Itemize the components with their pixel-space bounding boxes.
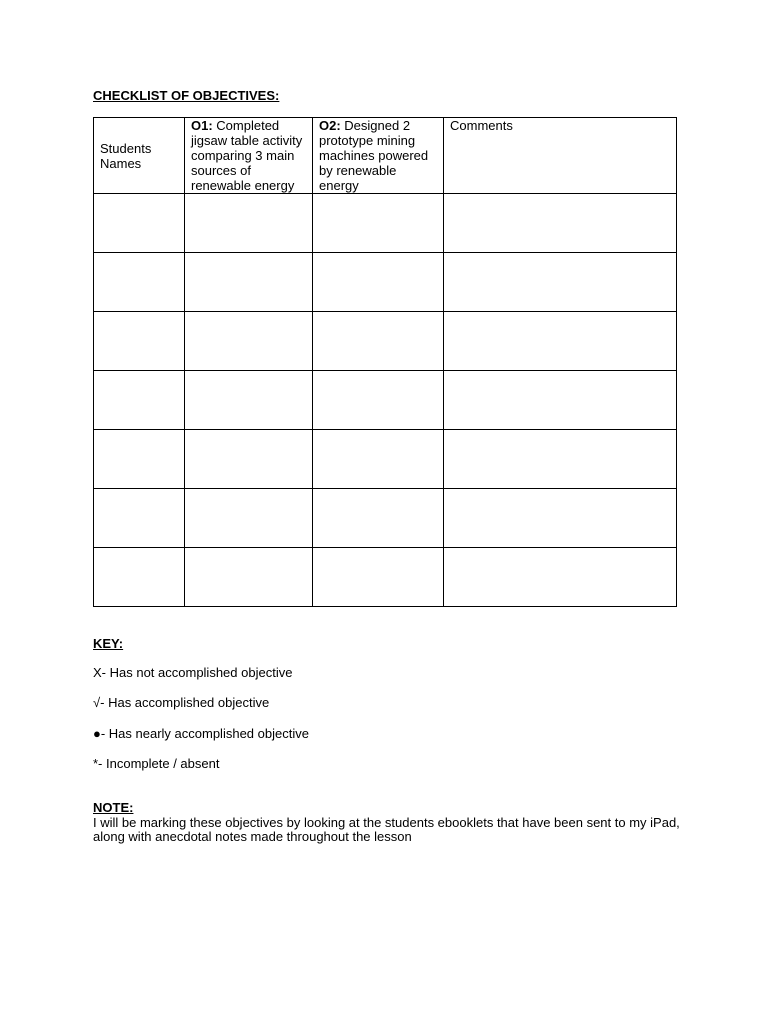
objective-2-cell[interactable] bbox=[313, 194, 444, 253]
objective-1-cell[interactable] bbox=[185, 548, 313, 607]
checklist-heading: CHECKLIST OF OBJECTIVES: bbox=[93, 88, 280, 103]
objective-1-code: O1: bbox=[191, 118, 213, 133]
note-text: I will be marking these objectives by looking at the students ebooklets that have been sent to my iPad, along with anecdotal notes made throughout the lesson bbox=[93, 815, 680, 844]
objective-1-cell[interactable] bbox=[185, 489, 313, 548]
objective-2-cell[interactable] bbox=[313, 312, 444, 371]
table-row bbox=[94, 312, 677, 371]
comments-cell[interactable] bbox=[444, 312, 677, 371]
objective-2-cell[interactable] bbox=[313, 548, 444, 607]
comments-cell[interactable] bbox=[444, 489, 677, 548]
comments-cell[interactable] bbox=[444, 253, 677, 312]
student-name-cell[interactable] bbox=[94, 312, 185, 371]
comments-cell[interactable] bbox=[444, 548, 677, 607]
objective-1-cell[interactable] bbox=[185, 194, 313, 253]
table-row bbox=[94, 489, 677, 548]
table-row bbox=[94, 253, 677, 312]
objective-2-cell[interactable] bbox=[313, 253, 444, 312]
comments-cell[interactable] bbox=[444, 371, 677, 430]
key-item-incomplete-absent: *- Incomplete / absent bbox=[93, 756, 220, 771]
comments-cell[interactable] bbox=[444, 430, 677, 489]
objective-2-cell[interactable] bbox=[313, 371, 444, 430]
comments-header: Comments bbox=[444, 118, 677, 194]
objective-2-cell[interactable] bbox=[313, 489, 444, 548]
objective-1-cell[interactable] bbox=[185, 312, 313, 371]
table-row bbox=[94, 430, 677, 489]
key-item-nearly-accomplished: ●- Has nearly accomplished objective bbox=[93, 726, 309, 741]
student-name-cell[interactable] bbox=[94, 548, 185, 607]
key-item-accomplished: √- Has accomplished objective bbox=[93, 695, 270, 710]
objective-1-description: Completed jigsaw table activity comparing 3 main sources of renewable energy bbox=[191, 118, 303, 193]
objective-2-cell[interactable] bbox=[313, 430, 444, 489]
note-heading: NOTE: bbox=[93, 800, 134, 815]
student-name-cell[interactable] bbox=[94, 253, 185, 312]
objective-1-cell[interactable] bbox=[185, 430, 313, 489]
students-names-header: Students Names bbox=[94, 118, 185, 194]
student-name-cell[interactable] bbox=[94, 194, 185, 253]
objective-2-code: O2: bbox=[319, 118, 341, 133]
student-name-cell[interactable] bbox=[94, 489, 185, 548]
key-heading: KEY: bbox=[93, 636, 124, 651]
table-header-row bbox=[94, 118, 677, 194]
student-name-cell[interactable] bbox=[94, 430, 185, 489]
student-name-cell[interactable] bbox=[94, 371, 185, 430]
objectives-checklist-table bbox=[93, 117, 677, 607]
table-row bbox=[94, 548, 677, 607]
key-item-not-accomplished: X- Has not accomplished objective bbox=[93, 665, 293, 680]
comments-cell[interactable] bbox=[444, 194, 677, 253]
objective-1-cell[interactable] bbox=[185, 253, 313, 312]
objective-1-header bbox=[185, 118, 313, 194]
table-row bbox=[94, 371, 677, 430]
objective-2-header bbox=[313, 118, 444, 194]
objective-2-description: Designed 2 prototype mining machines powered by renewable energy bbox=[319, 118, 429, 193]
table-row bbox=[94, 194, 677, 253]
objective-1-cell[interactable] bbox=[185, 371, 313, 430]
